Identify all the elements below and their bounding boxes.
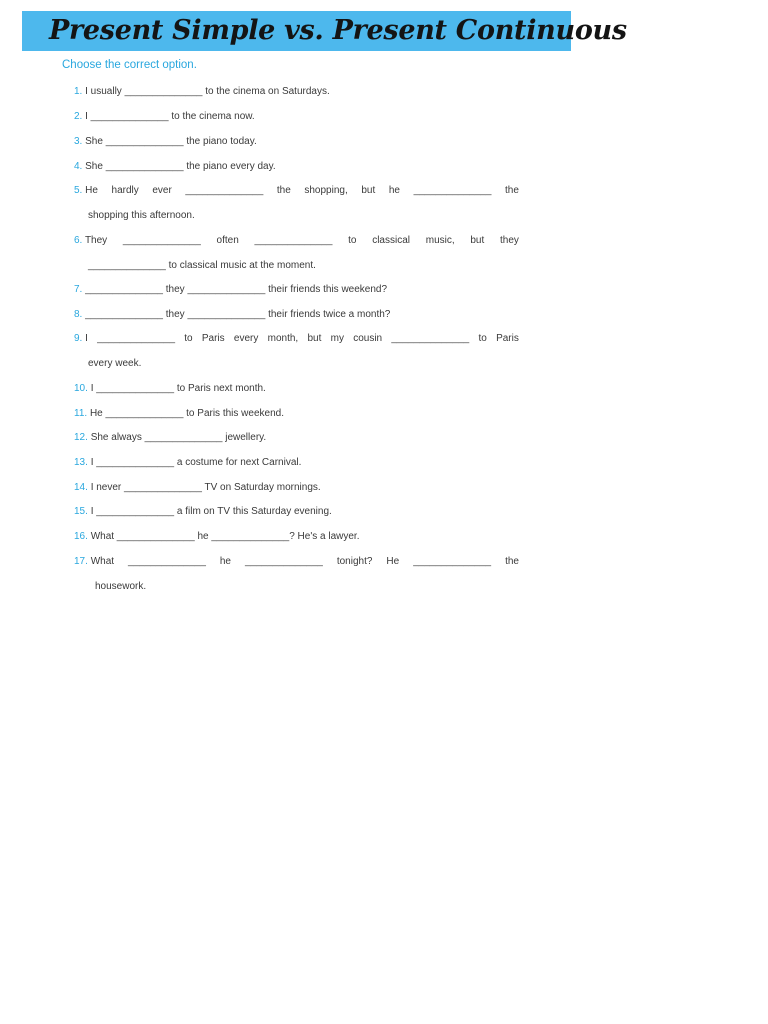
item-word: but	[307, 333, 322, 344]
exercise-item	[74, 233, 519, 249]
item-word: the	[276, 185, 291, 196]
item-word-text: They	[84, 235, 108, 246]
item-word-text: He	[85, 185, 98, 196]
item-text: I ______________ a film on TV this Saturday evening.	[90, 506, 332, 517]
answer-blank[interactable]: ______________	[413, 185, 492, 196]
answer-blank[interactable]: ______________	[391, 333, 470, 344]
item-word: Paris	[496, 333, 519, 344]
item-number: 1.	[74, 86, 83, 97]
item-word: he	[219, 556, 231, 567]
item-word: shopping,	[304, 185, 348, 196]
item-word: the	[505, 185, 519, 196]
answer-blank[interactable]: ______________	[254, 235, 333, 246]
item-word	[74, 331, 88, 347]
item-text: I usually ______________ to the cinema on Saturdays.	[85, 86, 330, 97]
item-number: 7.	[74, 284, 83, 295]
answer-blank[interactable]: ______________	[122, 235, 201, 246]
answer-blank[interactable]: ______________	[244, 556, 323, 567]
item-number: 16.	[74, 531, 88, 542]
exercise-item	[74, 307, 390, 323]
item-word: every	[233, 333, 259, 344]
item-word: to	[348, 235, 357, 246]
item-text: ______________ they ______________ their friends this weekend?	[85, 284, 388, 295]
item-word: cousin	[353, 333, 383, 344]
exercise-item	[74, 480, 321, 496]
exercise-item	[74, 529, 359, 545]
item-word: but	[361, 185, 376, 196]
item-text: He ______________ to Paris this weekend.	[89, 408, 284, 419]
item-word	[74, 233, 107, 249]
item-word: Paris	[201, 333, 225, 344]
item-text: She ______________ the piano today.	[85, 136, 257, 147]
item-word: ever	[152, 185, 172, 196]
item-number: 12.	[74, 432, 88, 443]
item-word: hardly	[111, 185, 139, 196]
item-number: 13.	[74, 457, 88, 468]
item-number: 11.	[74, 408, 88, 419]
item-number: 17.	[74, 556, 88, 567]
item-number: 15.	[74, 506, 88, 517]
answer-blank[interactable]: ______________	[185, 185, 264, 196]
item-word: my	[330, 333, 344, 344]
item-word: music,	[425, 235, 455, 246]
exercise-item	[74, 381, 266, 397]
item-word-text: I	[85, 333, 88, 344]
exercise-item-continuation: housework.	[95, 581, 147, 592]
item-number: 4.	[74, 161, 83, 172]
exercise-item	[74, 282, 387, 298]
item-text: I ______________ a costume for next Carnival.	[90, 457, 302, 468]
item-word: often	[216, 235, 239, 246]
item-number: 9.	[74, 333, 83, 344]
answer-blank[interactable]: ______________	[97, 333, 176, 344]
item-text: I ______________ to the cinema now.	[85, 111, 255, 122]
instruction-text: Choose the correct option.	[62, 59, 197, 71]
item-number: 14.	[74, 482, 88, 493]
exercise-item	[74, 134, 257, 150]
exercise-item	[74, 84, 330, 100]
page-title: Present Simple vs. Present Continuous	[49, 15, 627, 46]
item-number: 6.	[74, 235, 83, 246]
exercise-item	[74, 455, 301, 471]
exercise-item-continuation: shopping this afternoon.	[88, 210, 195, 221]
item-number: 5.	[74, 185, 83, 196]
answer-blank[interactable]: ______________	[413, 556, 492, 567]
item-word: to	[184, 333, 193, 344]
answer-blank[interactable]: ______________	[128, 556, 206, 567]
item-text: What ______________ he ______________? He's a lawyer.	[90, 531, 360, 542]
item-text: ______________ they ______________ their friends twice a month?	[85, 309, 391, 320]
item-word: they	[500, 235, 519, 246]
item-word: month,	[267, 333, 299, 344]
item-text: I never ______________ TV on Saturday mornings.	[90, 482, 321, 493]
item-word: classical	[372, 235, 410, 246]
item-text: She ______________ the piano every day.	[85, 161, 276, 172]
item-word: He	[386, 556, 400, 567]
exercise-item-continuation: ______________ to classical music at the moment.	[88, 260, 316, 271]
item-number: 10.	[74, 383, 88, 394]
item-word: but	[470, 235, 485, 246]
item-text: She always ______________ jewellery.	[90, 432, 267, 443]
item-word: the	[505, 556, 519, 567]
item-word: he	[388, 185, 400, 196]
item-number: 8.	[74, 309, 83, 320]
item-number: 2.	[74, 111, 83, 122]
exercise-item	[74, 504, 332, 520]
item-text: I ______________ to Paris next month.	[90, 383, 266, 394]
exercise-item	[74, 554, 519, 570]
item-word	[74, 554, 114, 570]
item-word: tonight?	[336, 556, 373, 567]
item-word: to	[478, 333, 487, 344]
item-word-text: What	[90, 556, 115, 567]
exercise-item	[74, 183, 519, 199]
title-banner	[22, 11, 627, 51]
exercise-item	[74, 109, 255, 125]
exercise-item	[74, 406, 284, 422]
exercise-item-continuation: every week.	[88, 358, 142, 369]
exercise-item	[74, 331, 519, 347]
item-number: 3.	[74, 136, 83, 147]
exercise-item	[74, 159, 276, 175]
item-word	[74, 183, 98, 199]
exercise-item	[74, 430, 266, 446]
